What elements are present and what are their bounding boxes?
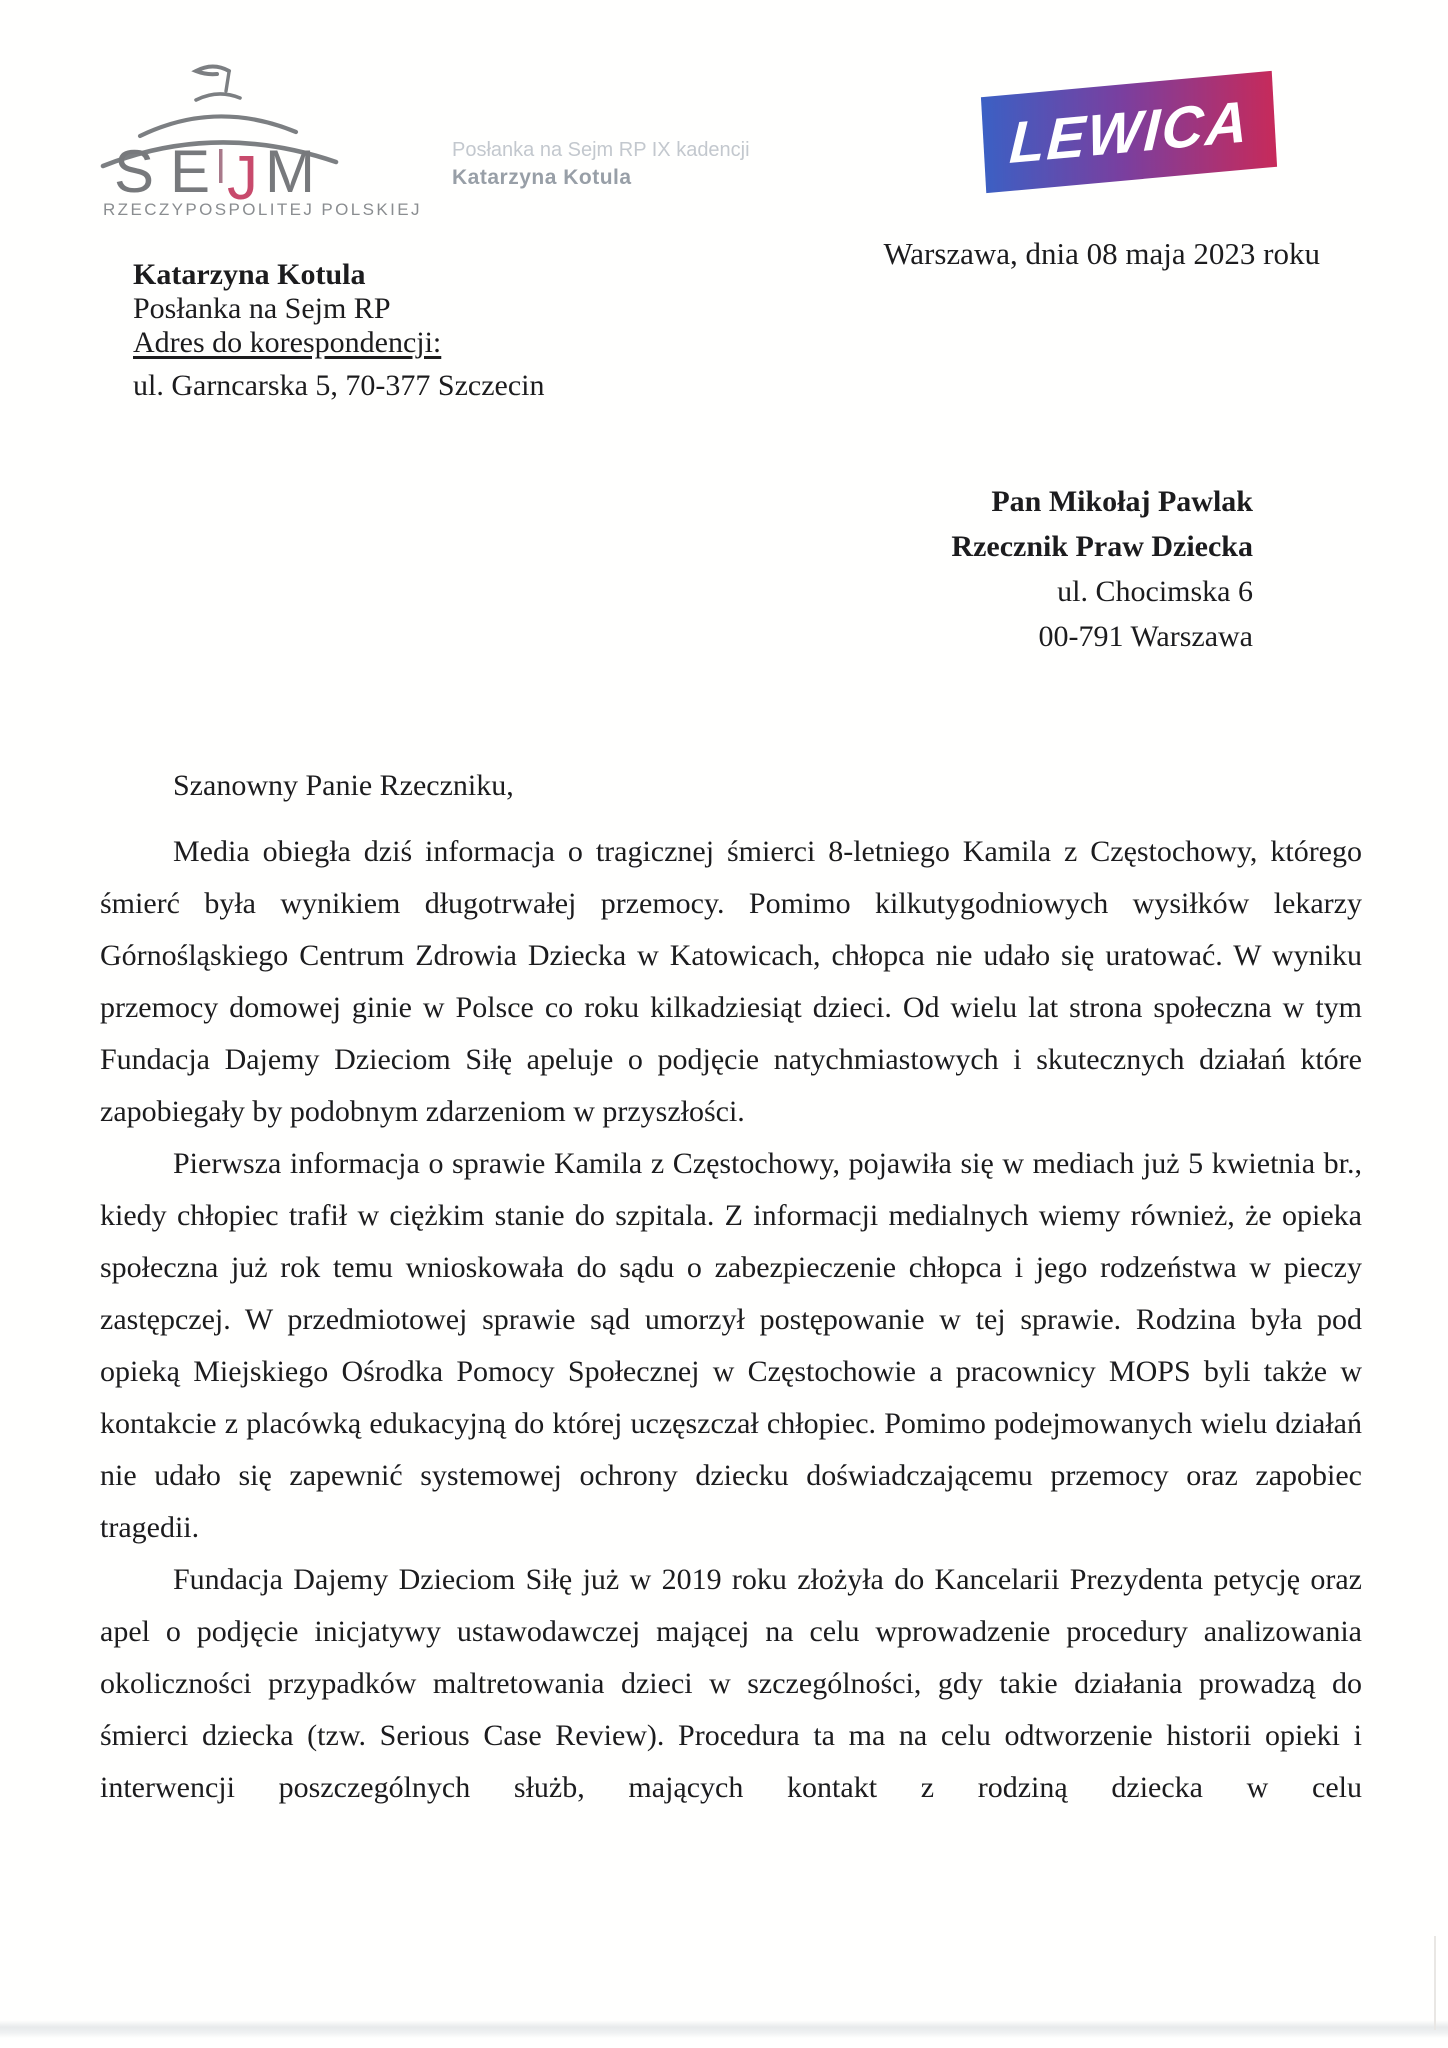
deputy-note-role: Posłanka na Sejm RP IX kadencji	[452, 139, 750, 161]
sender-block	[133, 258, 545, 403]
sender-address: ul. Garncarska 5, 70-377 Szczecin	[133, 369, 545, 402]
sejm-letter-m: M	[265, 138, 315, 205]
recipient-city: 00-791 Warszawa	[1038, 620, 1253, 653]
paragraph-3: Fundacja Dajemy Dzieciom Siłę już w 2019 roku złożyła do Kancelarii Prezydenta petycję oraz apel o podjęcie inicjatywy ustawodawczej mającej na celu wprowadzenie procedury analizowania okoliczności przypadków maltretowania dzieci w szczególności, gdy takie działania prowadzą do śmierci dziecka (tzw. Serious Case Review). Procedura ta ma na celu odtworzenie historii opieki i interwencji poszczególnych służb, mających kontakt z rodziną dziecka w celu	[100, 1563, 1362, 1804]
sender-name: Katarzyna Kotula	[133, 258, 366, 291]
recipient-street: ul. Chocimska 6	[1057, 575, 1253, 608]
lewica-logo	[981, 71, 1277, 193]
sender-title: Posłanka na Sejm RP	[133, 292, 391, 325]
sejm-letter-s: S	[114, 138, 155, 205]
scan-bottom-band	[0, 2020, 1448, 2038]
recipient-name: Pan Mikołaj Pawlak	[991, 485, 1253, 518]
lewica-logo-label: LEWICA	[1007, 88, 1251, 176]
sender-address-label: Adres do korespondencji:	[133, 326, 442, 359]
sejm-letter-e: E	[170, 138, 211, 205]
salutation: Szanowny Panie Rzeczniku,	[173, 769, 514, 802]
paragraph-1: Media obiegła dziś informacja o tragicznej śmierci 8-letniego Kamila z Częstochowy, którego śmierć była wynikiem długotrwałej przemocy. Pomimo kilkutygodniowych wysiłków lekarzy Górnośląskiego Centrum Zdrowia Dziecka w Katowicach, chłopca nie udało się uratować. W wyniku przemocy domowej ginie w Polsce co roku kilkadziesiąt dzieci. Od wielu lat strona społeczna w tym Fundacja Dajemy Dzieciom Siłę apeluje o podjęcie natychmiastowych i skutecznych działań które zapobiegały by podobnym zdarzeniom w przyszłości.	[100, 835, 1362, 1128]
sejm-dome-icon	[100, 50, 340, 210]
recipient-title: Rzecznik Praw Dziecka	[951, 530, 1253, 563]
sejm-logo	[100, 50, 340, 210]
recipient-block	[951, 479, 1253, 659]
scan-right-edge-line	[1434, 1936, 1436, 2030]
sejm-letter-j: J	[227, 144, 258, 210]
sejm-caption: RZECZYPOSPOLITEJ POLSKIEJ	[103, 200, 422, 219]
letter-body	[100, 760, 1362, 1814]
deputy-note	[452, 136, 750, 192]
sejm-column-stroke	[219, 149, 223, 183]
paragraph-2: Pierwsza informacja o sprawie Kamila z Częstochowy, pojawiła się w mediach już 5 kwietnia br., kiedy chłopiec trafił w ciężkim stanie do szpitala. Z informacji medialnych wiemy również, że opieka społeczna już rok temu wnioskowała do sądu o zabezpieczenie chłopca i jego rodzeństwa w pieczy zastępczej. W przedmiotowej sprawie sąd umorzył postępowanie w tej sprawie. Rodzina była pod opieką Miejskiego Ośrodka Pomocy Społecznej w Częstochowie a pracownicy MOPS byli także w kontakcie z placówką edukacyjną do której uczęszczał chłopiec. Pomimo podejmowanych wielu działań nie udało się zapewnić systemowej ochrony dziecku doświadczającemu przemocy oraz zapobiec tragedii.	[100, 1147, 1362, 1544]
deputy-note-name: Katarzyna Kotula	[452, 166, 632, 189]
date-line: Warszawa, dnia 08 maja 2023 roku	[883, 236, 1320, 271]
